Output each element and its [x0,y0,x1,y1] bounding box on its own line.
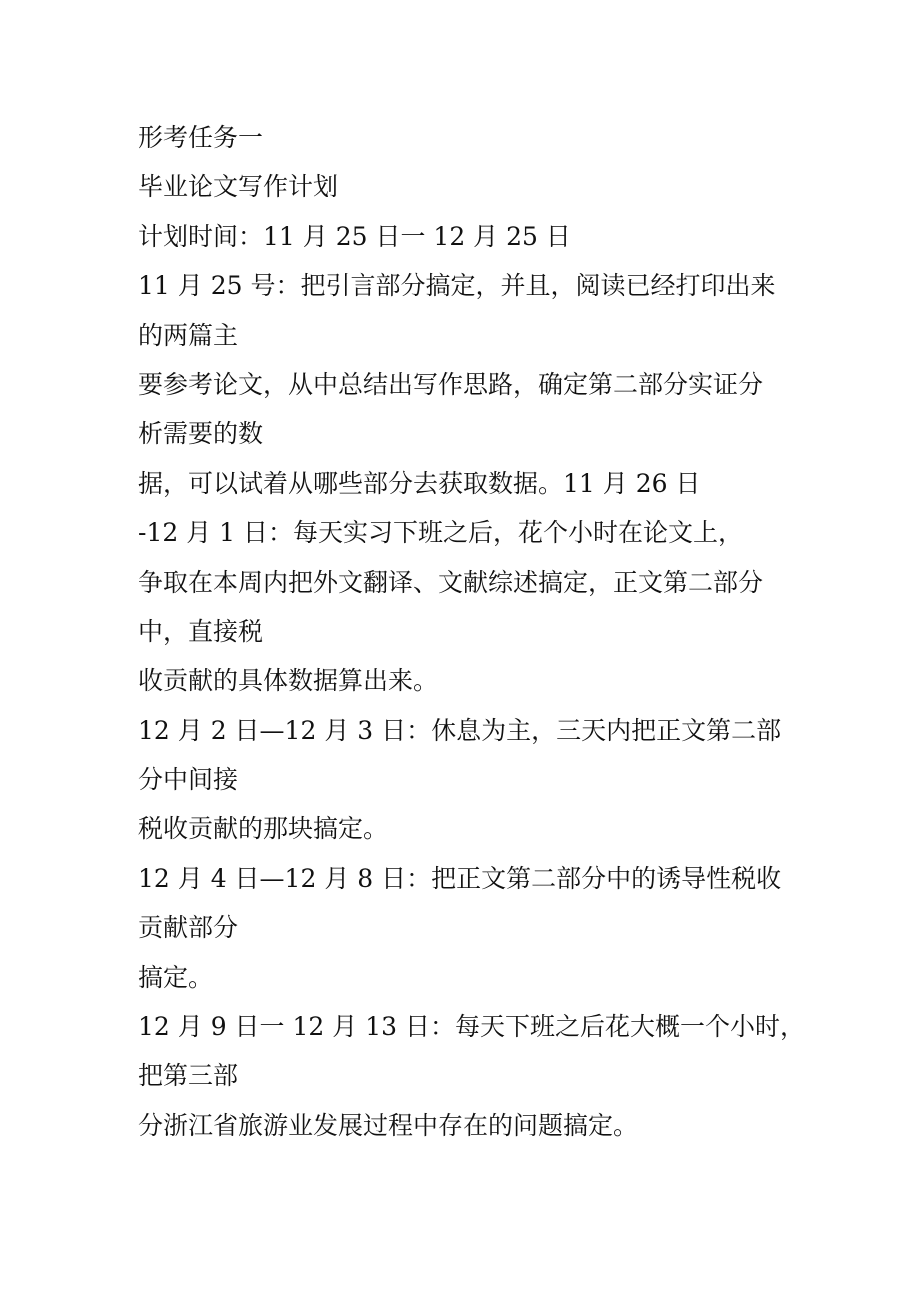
text-line: 搞定。 [138,962,214,992]
text-line: 据，可以试着从哪些部分去获取数据。11 月 26 日 [138,468,701,498]
text-line: 把第三部 [138,1061,239,1091]
document-title: 形考任务一 [138,123,264,152]
plan-period: 计划时间：11 月 25 日一 12 月 25 日 [138,221,571,251]
text-line: 分中间接 [138,765,239,795]
text-line: 税收贡献的那块搞定。 [138,814,389,844]
plan-heading: 毕业论文写作计划 [138,172,339,202]
document-body [138,113,808,1150]
text-line: 要参考论文，从中总结出写作思路，确定第二部分实证分 [138,369,764,399]
text-line: -12 月 1 日：每天实习下班之后，花个小时在论文上， [138,518,744,548]
text-line: 中，直接税 [138,616,264,646]
text-line: 的两篇主 [138,320,239,350]
text-line: 收贡献的具体数据算出来。 [138,666,439,696]
text-line: 贡献部分 [138,913,239,943]
text-line: 12 月 9 日一 12 月 13 日：每天下班之后花大概一个小时， [138,1012,805,1042]
text-line: 12 月 4 日—12 月 8 日：把正文第二部分中的诱导性税收 [138,863,782,893]
text-line: 析需要的数 [138,419,264,449]
text-line: 12 月 2 日—12 月 3 日：休息为主，三天内把正文第二部 [138,715,782,745]
text-line: 11 月 25 号：把引言部分搞定，并且，阅读已经打印出来 [138,271,776,301]
text-line: 争取在本周内把外文翻译、文献综述搞定，正文第二部分 [138,567,764,597]
text-line: 分浙江省旅游业发展过程中存在的问题搞定。 [138,1110,639,1140]
